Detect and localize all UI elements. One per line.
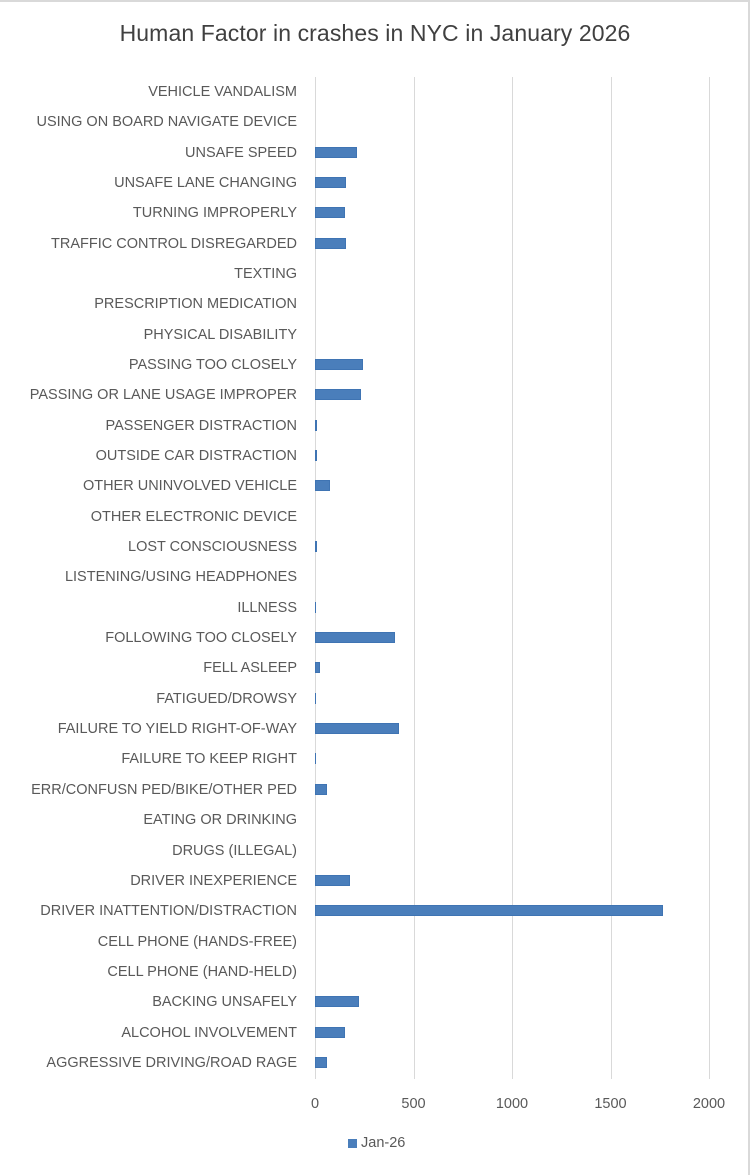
- bar-row: [0, 623, 750, 653]
- bar-row: [0, 987, 750, 1017]
- x-tick-label: 2000: [692, 1096, 726, 1112]
- bar-row: [0, 653, 750, 683]
- category-label: LISTENING/USING HEADPHONES: [64, 569, 297, 586]
- bar: [315, 602, 316, 613]
- x-tick-label: 500: [401, 1096, 426, 1112]
- category-label: OTHER ELECTRONIC DEVICE: [90, 508, 297, 525]
- legend: [348, 1135, 405, 1151]
- category-label: EATING OR DRINKING: [143, 812, 297, 829]
- bar: [315, 693, 316, 704]
- category-label: VEHICLE VANDALISM: [148, 84, 297, 100]
- x-tick-label: 0: [310, 1096, 320, 1112]
- bar: [315, 753, 316, 764]
- bar-row: [0, 320, 750, 350]
- bar: [315, 905, 663, 916]
- bar: [315, 177, 346, 188]
- legend-swatch-icon: [348, 1139, 357, 1148]
- category-label: OUTSIDE CAR DISTRACTION: [95, 448, 297, 465]
- bar: [315, 450, 317, 461]
- category-label: PRESCRIPTION MEDICATION: [94, 296, 297, 313]
- bar-row: [0, 957, 750, 987]
- category-label: TRAFFIC CONTROL DISREGARDED: [51, 235, 297, 252]
- category-label: ERR/CONFUSN PED/BIKE/OTHER PED: [31, 781, 297, 798]
- bar-row: [0, 198, 750, 228]
- bar: [315, 420, 317, 431]
- bar: [315, 784, 327, 795]
- category-label: BACKING UNSAFELY: [152, 994, 297, 1011]
- bar-row: [0, 411, 750, 441]
- bar-row: [0, 107, 750, 137]
- bar-row: [0, 744, 750, 774]
- bar-row: [0, 562, 750, 592]
- chart-title: Human Factor in crashes in NYC in January 2026: [119, 20, 631, 46]
- bar: [315, 1057, 327, 1068]
- bar-row: [0, 1048, 750, 1078]
- bar-row: [0, 138, 750, 168]
- x-tick-label: 1000: [495, 1096, 529, 1112]
- bar: [315, 359, 363, 370]
- bar: [315, 1027, 345, 1038]
- bar-row: [0, 714, 750, 744]
- category-label: PHYSICAL DISABILITY: [143, 326, 297, 343]
- bar-row: [0, 380, 750, 410]
- category-label: TURNING IMPROPERLY: [132, 205, 297, 222]
- bar-row: [0, 775, 750, 805]
- category-label: DRIVER INATTENTION/DISTRACTION: [40, 903, 297, 920]
- category-label: PASSING OR LANE USAGE IMPROPER: [29, 387, 297, 404]
- legend-label: Jan-26: [361, 1135, 406, 1151]
- category-label: CELL PHONE (HAND-HELD): [107, 963, 297, 980]
- bar-row: [0, 866, 750, 896]
- bar: [315, 147, 357, 158]
- category-label: FAILURE TO KEEP RIGHT: [121, 751, 297, 768]
- bar-row: [0, 441, 750, 471]
- category-label: USING ON BOARD NAVIGATE DEVICE: [36, 114, 297, 131]
- category-label: FATIGUED/DROWSY: [156, 690, 297, 707]
- bar-row: [0, 927, 750, 957]
- bar-row: [0, 471, 750, 501]
- category-label: FELL ASLEEP: [203, 660, 297, 677]
- category-label: UNSAFE SPEED: [185, 144, 297, 161]
- bar: [315, 996, 359, 1007]
- bar: [315, 632, 395, 643]
- category-label: AGGRESSIVE DRIVING/ROAD RAGE: [46, 1054, 297, 1071]
- x-tick-label: 1500: [594, 1096, 627, 1112]
- category-label: ALCOHOL INVOLVEMENT: [121, 1024, 297, 1041]
- bar: [315, 662, 320, 673]
- bar-row: [0, 1018, 750, 1048]
- category-label: FOLLOWING TOO CLOSELY: [105, 630, 297, 647]
- bar: [315, 723, 399, 734]
- bar-row: [0, 684, 750, 714]
- bar: [315, 389, 361, 400]
- bar-row: [0, 532, 750, 562]
- bar: [315, 875, 350, 886]
- category-label: FAILURE TO YIELD RIGHT-OF-WAY: [57, 721, 297, 738]
- bar: [315, 238, 346, 249]
- bar: [315, 207, 345, 218]
- category-label: PASSING TOO CLOSELY: [128, 357, 297, 374]
- bar-row: [0, 77, 750, 107]
- bar-row: [0, 502, 750, 532]
- bar-row: [0, 896, 750, 926]
- category-label: LOST CONSCIOUSNESS: [128, 539, 297, 556]
- bar-row: [0, 593, 750, 623]
- bar-row: [0, 805, 750, 835]
- category-label: PASSENGER DISTRACTION: [105, 417, 297, 434]
- bar-row: [0, 350, 750, 380]
- category-label: UNSAFE LANE CHANGING: [114, 175, 297, 192]
- category-label: CELL PHONE (HANDS-FREE): [97, 933, 297, 950]
- bar-row: [0, 836, 750, 866]
- bar: [315, 541, 317, 552]
- category-label: DRIVER INEXPERIENCE: [130, 872, 297, 889]
- bar: [315, 480, 330, 491]
- category-label: ILLNESS: [237, 599, 297, 616]
- bar-row: [0, 259, 750, 289]
- category-label: TEXTING: [234, 266, 297, 283]
- bar-row: [0, 168, 750, 198]
- category-label: OTHER UNINVOLVED VEHICLE: [82, 478, 297, 495]
- category-label: DRUGS (ILLEGAL): [172, 842, 297, 859]
- bar-row: [0, 289, 750, 319]
- bar-row: [0, 229, 750, 259]
